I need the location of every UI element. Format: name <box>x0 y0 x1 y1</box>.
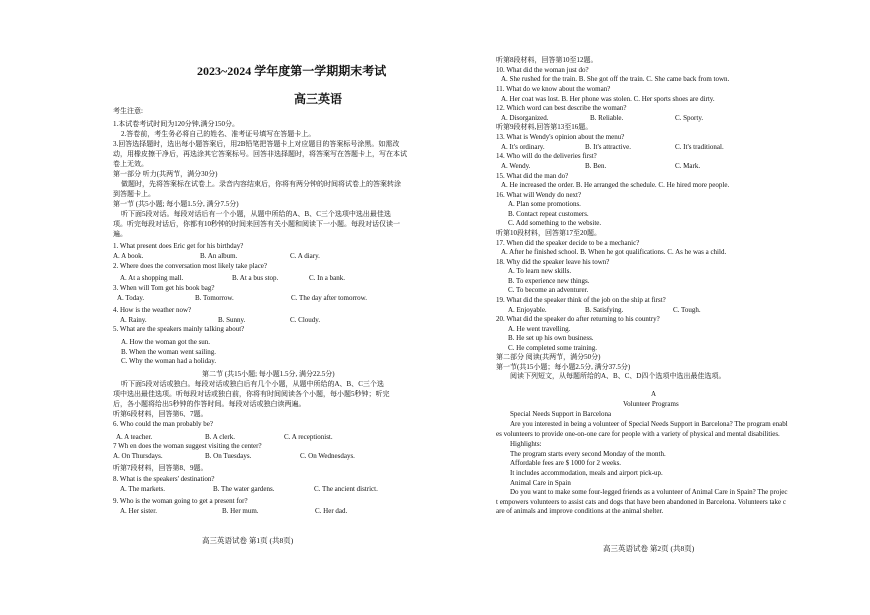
section1-instr-b: 项。听完每段对话后，你都有10秒钟的时间来回答有关小题和阅读下一小题。每段对话仅读一 <box>113 220 400 228</box>
q8-option-a: A. The markets. <box>120 485 165 493</box>
question-20: 20. What did the speaker do after returning to his country? <box>496 315 660 323</box>
q1-option-a: A. A book. <box>113 252 144 260</box>
q13-option-b: B. It's attractive. <box>585 143 631 151</box>
q20-option-a: A. He went travelling. <box>508 325 571 333</box>
q20-option-b: B. He set up his own business. <box>508 334 594 342</box>
q14-option-a: A. Wendy. <box>501 162 531 170</box>
q3-option-b: B. Tomorrow. <box>195 294 234 302</box>
q5-option-c: C. Why the woman had a holiday. <box>121 357 217 365</box>
program-2-heading: Animal Care in Spain <box>510 479 571 487</box>
section2-instr-a: 听下面5段对话或独白。每段对话或独白后有几个小题，从题中所给的A、B、C三个选 <box>121 380 384 388</box>
passage-title: Volunteer Programs <box>623 400 679 408</box>
part2-heading: 第二部分 阅读(共两节，满分50分) <box>496 353 601 361</box>
q19-option-b: B. Satisfying. <box>585 306 624 314</box>
q6-option-c: C. A receptionist. <box>284 433 333 441</box>
q9-option-c: C. Her dad. <box>315 507 348 515</box>
question-9: 9. Who is the woman going to get a present for? <box>113 497 248 505</box>
q6-option-a: A. A teacher. <box>116 433 153 441</box>
question-12: 12. Which word can best describe the woman? <box>496 104 627 112</box>
question-4: 4. How is the weather now? <box>113 306 192 314</box>
q18-option-c: C. To become an adventurer. <box>508 286 589 294</box>
q13-option-a: A. It's ordinary. <box>501 143 545 151</box>
program-1-text-a: Are you interested in being a volunteer of Special Needs Support in Barcelona? The program enabl <box>510 420 788 428</box>
question-17: 17. When did the speaker decide to be a mechanic? <box>496 239 640 247</box>
q4-option-a: A. Rainy. <box>120 316 147 324</box>
highlights-label: Highlights: <box>510 440 542 448</box>
reading-instruction: 阅读下列短文，从每题所给的A、B、C、D四个选项中选出最佳选项。 <box>510 372 726 380</box>
q3-option-c: C. The day after tomorrow. <box>291 294 368 302</box>
question-15: 15. What did the man do? <box>496 172 569 180</box>
q11-options: A. Her coat was lost. B. Her phone was stolen. C. Her sports shoes are dirty. <box>501 95 715 103</box>
reading-section1-heading: 第一节(共15小题；每小题2.5分, 满分37.5分) <box>496 363 631 371</box>
notice-2: 2.答卷前，考生务必将自己的姓名、准考证号填写在答题卡上。 <box>121 130 316 138</box>
section1-heading: 第一节 (共5小题; 每小题1.5分, 满分7.5分) <box>113 200 239 208</box>
part1-heading: 第一部分 听力(共两节，满分30分) <box>113 170 218 178</box>
question-18: 18. Why did the speaker leave his town? <box>496 258 610 266</box>
q2-option-c: C. In a bank. <box>309 274 345 282</box>
program-2-text-b: t empowers volunteers to assist cats and dogs that have been abandoned in Barcelona. Volunteers take c <box>496 498 786 506</box>
program-1-heading: Special Needs Support in Barcelona <box>510 410 612 418</box>
q10-options: A. She rushed for the train. B. She got off the train. C. She came back from town. <box>501 75 730 83</box>
q16-option-a: A. Plan some promotions. <box>508 200 581 208</box>
q13-option-c: C. It's traditional. <box>675 143 724 151</box>
q1-option-b: B. An album. <box>200 252 238 260</box>
material-10: 听第10段材料，回答第17至20题。 <box>496 229 601 237</box>
q12-option-a: A. Disorganized. <box>501 114 549 122</box>
q20-option-c: C. He completed some training. <box>508 344 598 352</box>
question-1: 1. What present does Eric get for his birthday? <box>113 242 244 250</box>
question-11: 11. What do we know about the woman? <box>496 85 611 93</box>
page-footer: 高三英语试卷 第1页 (共8页) <box>202 536 294 545</box>
question-2: 2. Where does the conversation most likely take place? <box>113 262 268 270</box>
material-8: 听第8段材料，回答第10至12题。 <box>496 56 598 64</box>
question-5: 5. What are the speakers mainly talking about? <box>113 325 245 333</box>
q8-option-b: B. The water gardens. <box>213 485 275 493</box>
program-1-text-b: es volunteers to provide one-on-one care for people with a variety of physical and mental disabilities. <box>496 430 780 438</box>
question-8: 8. What is the speakers' destination? <box>113 475 215 483</box>
part1-instr-a: 做题时，先将答案标在试卷上。录音内容结束后，你将有两分钟的时间将试卷上的答案转涂 <box>121 180 401 188</box>
q4-option-c: C. Cloudy. <box>290 316 321 324</box>
notice-3b: 动，用橡皮擦干净后，再选涂其它答案标号。回答非选择题时，将答案写在答题卡上，写在本试 <box>113 150 407 158</box>
q5-option-a: A. How the woman got the sun. <box>121 338 211 346</box>
q7-option-b: B. On Tuesdays. <box>205 452 252 460</box>
exam-title: 2023~2024 学年度第一学期期末考试 <box>197 64 387 78</box>
question-3: 3. When will Tom get his book bag? <box>113 284 215 292</box>
q5-option-b: B. When the woman went sailing. <box>121 348 216 356</box>
question-6: 6. Who could the man probably be? <box>113 420 213 428</box>
part1-instr-b: 到答题卡上。 <box>113 190 155 198</box>
q1-option-c: C. A diary. <box>290 252 320 260</box>
passage-letter: A <box>651 390 657 398</box>
q2-option-a: A. At a shopping mall. <box>120 274 184 282</box>
program-2-text-c: are of animals and improve conditions at the animal shelter. <box>496 507 664 515</box>
section1-instr-c: 遍。 <box>113 230 127 238</box>
question-10: 10. What did the woman just do? <box>496 66 589 74</box>
q7-option-c: C. On Wednesdays. <box>300 452 355 460</box>
q14-option-c: C. Mark. <box>675 162 701 170</box>
material-9: 听第9段材料,回答第13至16题。 <box>496 123 593 131</box>
q7-option-a: A. On Thursdays. <box>113 452 163 460</box>
q12-option-b: B. Reliable. <box>590 114 624 122</box>
highlight-2: Affordable fees are $ 1000 for 2 weeks. <box>510 459 622 467</box>
q12-option-c: C. Sporty. <box>675 114 704 122</box>
q8-option-c: C. The ancient district. <box>314 485 378 493</box>
q3-option-a: A. Today. <box>117 294 145 302</box>
q9-option-a: A. Her sister. <box>120 507 157 515</box>
q18-option-a: A. To learn new skills. <box>508 267 572 275</box>
highlight-1: The program starts every second Monday of the month. <box>510 450 666 458</box>
page-footer: 高三英语试卷 第2页 (共8页) <box>603 544 695 553</box>
section2-heading: 第二节 (共15小题; 每小题1.5分, 满分22.5分) <box>202 370 335 378</box>
notice-heading: 考生注意: <box>113 107 143 115</box>
question-14: 14. Who will do the deliveries first? <box>496 152 597 160</box>
question-19: 19. What did the speaker think of the job on the ship at first? <box>496 296 666 304</box>
program-2-text-a: Do you want to make some four-legged friends as a volunteer of Animal Care in Spain? The projec <box>510 488 788 496</box>
q4-option-b: B. Sunny. <box>218 316 246 324</box>
q17-options: A. After he finished school. B. When he got qualifications. C. As he was a child. <box>501 248 727 256</box>
section1-instr-a: 听下面5段对话。每段对话后有一个小题，从题中所给的A、B、C三个选项中选出最佳选 <box>121 210 391 218</box>
q19-option-c: C. Tough. <box>673 306 701 314</box>
material-6: 听第6段材料，回答第6、7题。 <box>113 410 208 418</box>
q14-option-b: B. Ben. <box>585 162 607 170</box>
q15-options: A. He increased the order. B. He arranged the schedule. C. He hired more people. <box>501 181 730 189</box>
q18-option-b: B. To experience new things. <box>508 277 590 285</box>
question-13: 13. What is Wendy's opinion about the menu? <box>496 133 625 141</box>
page-2 <box>435 0 870 615</box>
highlight-3: It includes accommodation, meals and airport pick-up. <box>510 469 663 477</box>
subject-title: 高三英语 <box>294 92 343 106</box>
notice-3a: 3.回答选择题时，选出每小题答案后，用2B铅笔把答题卡上对应题目的答案标号涂黑。如需改 <box>113 140 400 148</box>
section2-instr-b: 项中选出最佳选项。听每段对话或独白前，你将有时间阅读各个小题，每小题5秒钟；听完 <box>113 390 390 398</box>
notice-1: 1.本试卷考试时间为120分钟,满分150分。 <box>113 120 239 128</box>
q9-option-b: B. Her mum. <box>222 507 259 515</box>
material-7: 听第7段材料，回答第8、9题。 <box>113 464 208 472</box>
question-16: 16. What will Wendy do next? <box>496 191 582 199</box>
q2-option-b: B. At a bus stop. <box>232 274 279 282</box>
q16-option-c: C. Add something to the website. <box>508 219 602 227</box>
question-7: 7 Wh en does the woman suggest visiting the center? <box>113 442 262 450</box>
q6-option-b: B. A clerk. <box>205 433 235 441</box>
section2-instr-c: 后，各小题将给出5秒钟的作答时间。每段对话或独白读两遍。 <box>113 400 306 408</box>
notice-3c: 卷上无效。 <box>113 160 148 168</box>
q19-option-a: A. Enjoyable. <box>508 306 547 314</box>
q16-option-b: B. Contact repeat customers. <box>508 210 589 218</box>
